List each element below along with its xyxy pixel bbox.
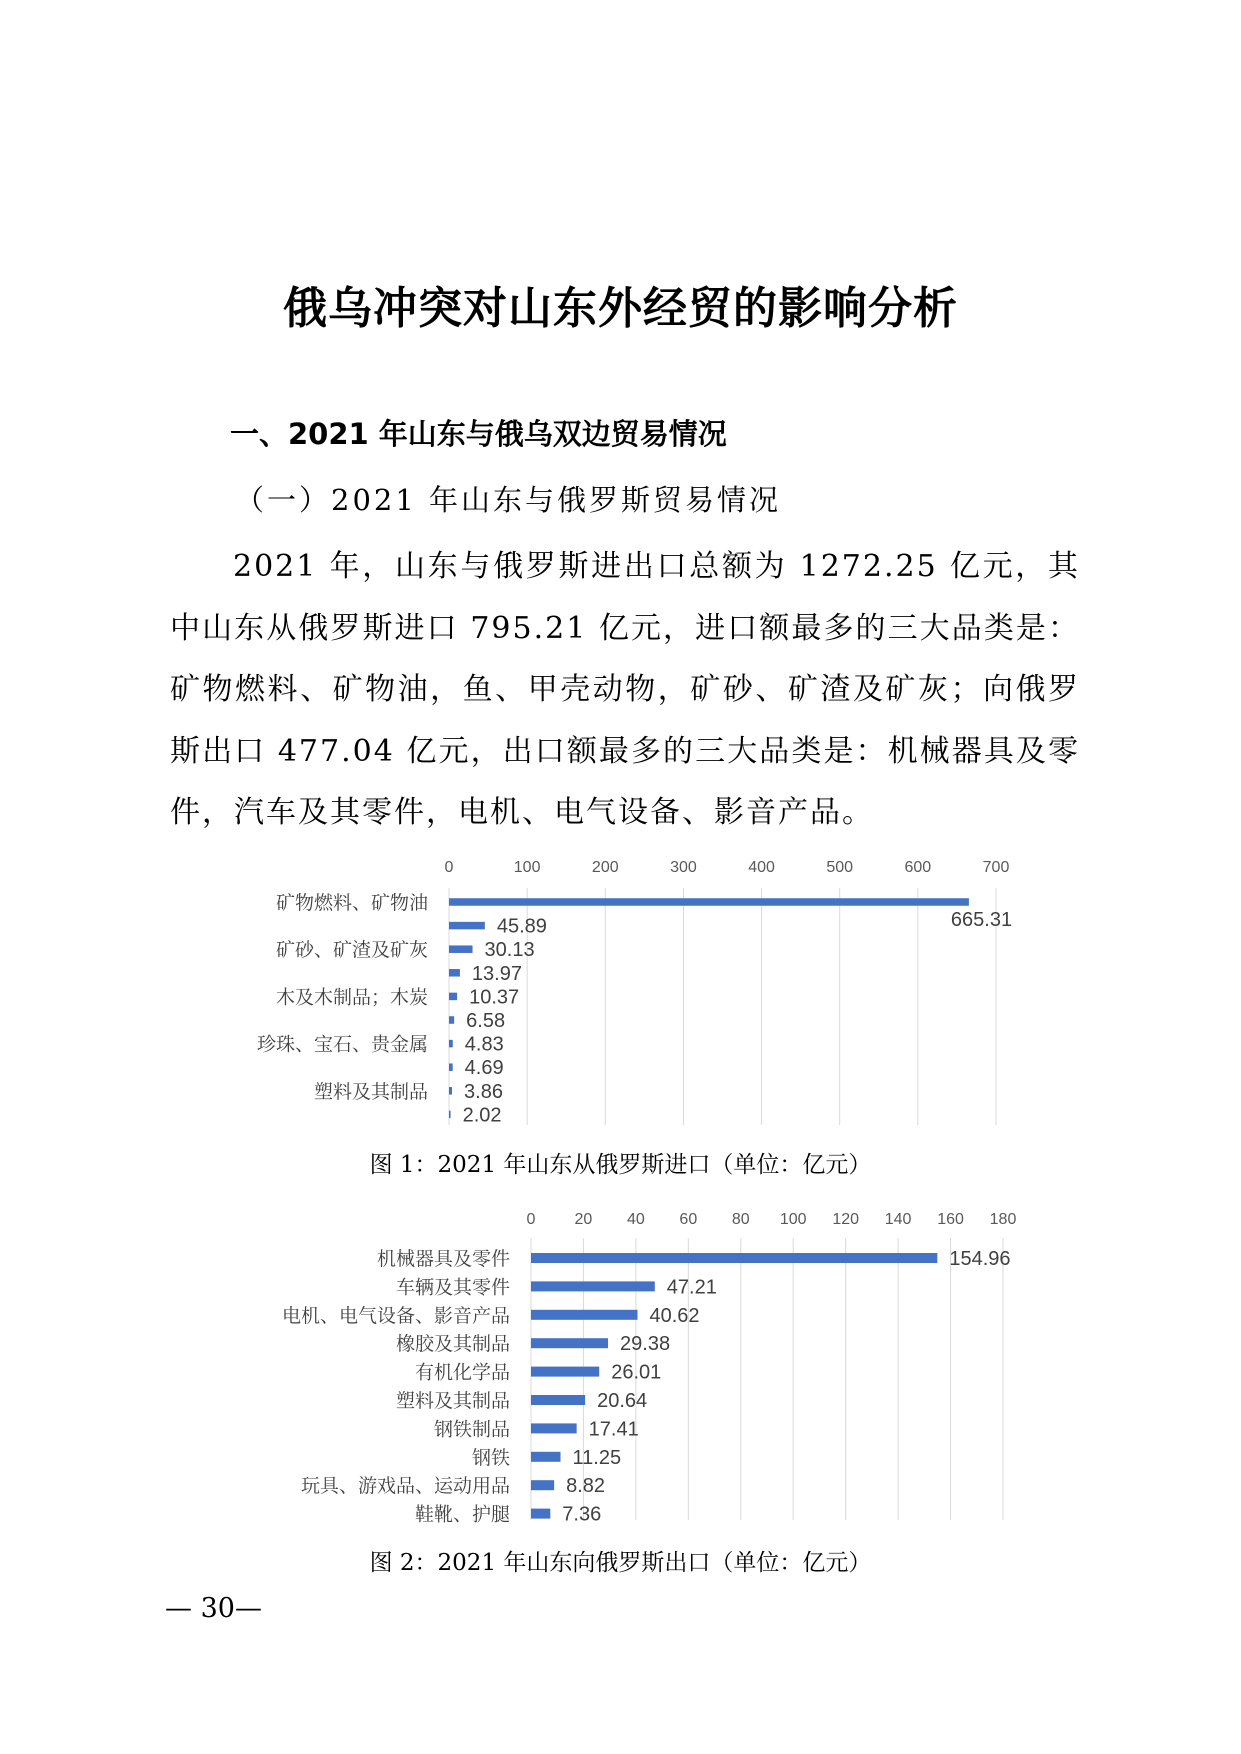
- data-label: 17.41: [588, 1418, 639, 1441]
- category-label: 鞋靴、护腿: [414, 1503, 510, 1526]
- data-label: 4.69: [464, 1057, 504, 1080]
- x-tick-label: 600: [904, 859, 932, 876]
- x-tick-label: 200: [591, 859, 619, 876]
- subsection-heading: （一）2021 年山东与俄罗斯贸易情况: [235, 483, 782, 517]
- x-tick-label: 0: [444, 859, 454, 876]
- x-tick-label: 180: [989, 1211, 1017, 1228]
- x-tick-label: 60: [679, 1211, 698, 1228]
- category-label: 电机、电气设备、影音产品: [281, 1304, 510, 1327]
- data-label: 10.37: [469, 986, 520, 1009]
- document-title: 俄乌冲突对山东外经贸的影响分析: [283, 283, 958, 334]
- import-bar-chart: [0, 850, 1241, 1150]
- data-label: 7.36: [562, 1503, 602, 1526]
- bar: [531, 1395, 585, 1405]
- figure2-caption: 图 2：2021 年山东向俄罗斯出口（单位：亿元）: [369, 1550, 872, 1576]
- bar: [449, 1016, 454, 1024]
- data-label: 47.21: [666, 1276, 717, 1299]
- figure1-caption: 图 1：2021 年山东从俄罗斯进口（单位：亿元）: [369, 1152, 872, 1178]
- data-label: 2.02: [462, 1104, 502, 1127]
- section-heading: 一、2021 年山东与俄乌双边贸易情况: [230, 417, 727, 451]
- bar: [449, 1087, 452, 1095]
- export-bar-chart: [0, 1200, 1241, 1526]
- data-label: 40.62: [649, 1304, 700, 1327]
- x-tick-label: 40: [626, 1211, 645, 1228]
- category-label: 塑料及其制品: [395, 1390, 510, 1412]
- bar: [449, 922, 485, 930]
- category-label: 塑料及其制品: [313, 1080, 428, 1103]
- x-tick-label: 100: [779, 1211, 807, 1228]
- body-paragraph: 2021 年，山东与俄罗斯进出口总额为 1272.25 亿元，其中山东从俄罗斯进口 795.21 亿元，进口额最多的三大品类是：矿物燃料、矿物油，鱼、甲壳动物，矿砂、矿渣及矿灰；向俄罗斯出口 477.04 亿元，出口额最多的三大品类是：机械器具及零件，汽车及其零件，电机、电气设备、影音产品。: [170, 549, 1080, 830]
- category-label: 珍珠、宝石、贵金属: [256, 1033, 428, 1056]
- x-tick-label: 140: [884, 1211, 912, 1228]
- bar: [531, 1281, 655, 1291]
- category-label: 木及木制品；木炭: [275, 986, 428, 1009]
- x-tick-label: 400: [748, 859, 775, 876]
- bar: [449, 969, 460, 977]
- data-label: 29.38: [620, 1333, 671, 1356]
- bar: [449, 1111, 451, 1119]
- x-tick-label: 0: [526, 1211, 536, 1228]
- x-tick-label: 20: [574, 1211, 593, 1228]
- bar: [531, 1338, 608, 1348]
- data-label: 4.83: [464, 1033, 504, 1056]
- category-label: 车辆及其零件: [395, 1276, 510, 1299]
- data-label: 30.13: [484, 939, 535, 962]
- x-tick-label: 80: [731, 1211, 750, 1228]
- data-label: 26.01: [611, 1361, 662, 1384]
- category-label: 矿砂、矿渣及矿灰: [275, 939, 428, 962]
- bar: [531, 1423, 577, 1433]
- category-label: 橡胶及其制品: [395, 1333, 510, 1356]
- bar: [449, 898, 969, 906]
- bar: [449, 945, 473, 953]
- x-tick-label: 120: [832, 1211, 860, 1228]
- data-label: 6.58: [466, 1010, 506, 1032]
- category-label: 机械器具及零件: [376, 1248, 510, 1270]
- data-label: 8.82: [566, 1475, 606, 1498]
- bar: [531, 1509, 550, 1519]
- x-tick-label: 160: [937, 1211, 964, 1228]
- category-label: 钢铁制品: [433, 1418, 510, 1441]
- bar: [449, 993, 457, 1001]
- x-tick-label: 700: [982, 859, 1010, 876]
- page-number: — 30—: [165, 1593, 262, 1624]
- bar: [531, 1367, 599, 1377]
- bar: [531, 1480, 554, 1490]
- bar: [531, 1452, 561, 1462]
- x-tick-label: 300: [670, 859, 697, 876]
- data-label: 11.25: [572, 1446, 622, 1469]
- bar: [449, 1040, 453, 1048]
- bar: [531, 1310, 638, 1320]
- category-label: 玩具、游戏品、运动用品: [300, 1475, 510, 1498]
- x-tick-label: 500: [826, 859, 854, 876]
- category-label: 矿物燃料、矿物油: [275, 892, 428, 914]
- data-label: 154.96: [949, 1248, 1011, 1270]
- category-label: 钢铁: [471, 1446, 510, 1469]
- data-label: 45.89: [496, 915, 547, 938]
- x-tick-label: 100: [513, 859, 541, 876]
- bar: [449, 1063, 453, 1071]
- data-label: 665.31: [950, 909, 1013, 931]
- bar: [531, 1253, 937, 1263]
- data-label: 13.97: [471, 962, 522, 985]
- category-label: 有机化学品: [414, 1361, 510, 1384]
- data-label: 3.86: [464, 1080, 503, 1103]
- data-label: 20.64: [597, 1390, 648, 1412]
